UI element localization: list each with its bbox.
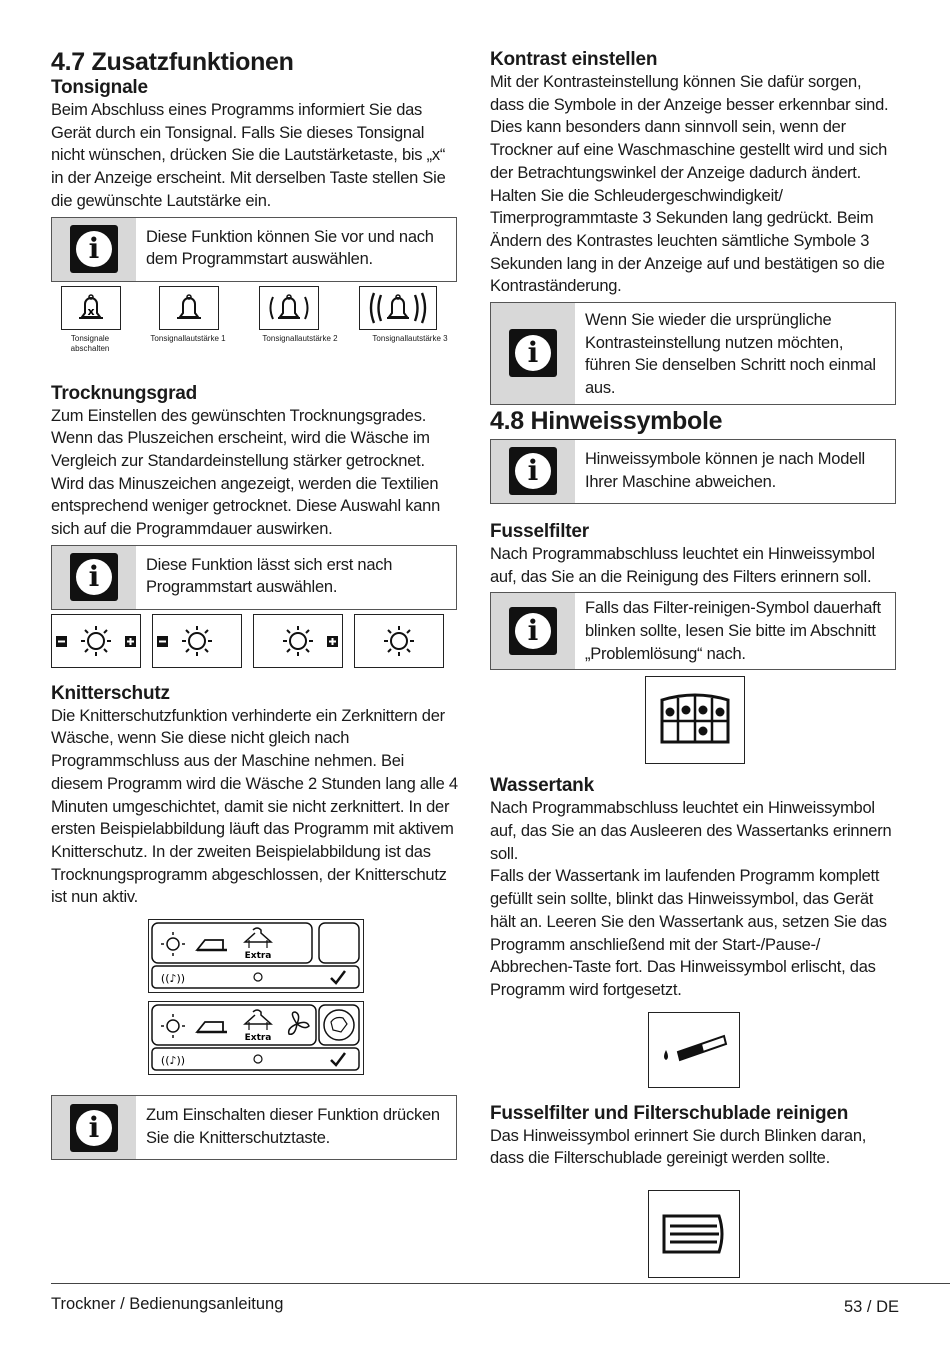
heading-fusselfilter: Fusselfilter <box>490 520 589 542</box>
svg-text:Extra: Extra <box>244 1033 272 1044</box>
dryness-level-symbols <box>51 614 461 668</box>
right-column <box>490 48 900 1278</box>
footer-page-number: 53 / DE <box>843 1298 899 1316</box>
info-note-fusselfilter <box>490 592 896 670</box>
symbol-caption: Tonsignallautstärke 2 <box>262 333 338 343</box>
water-tank-symbol <box>648 1012 740 1088</box>
dryness-minus-plus-symbol <box>51 614 141 668</box>
svg-text:Extra: Extra <box>244 951 272 962</box>
wassertank-body: Nach Programmabschluss leuchtet ein Hinweissymbol auf, das Sie an das Ausleeren des Wassertanks erinnern soll. Falls der Wassertank im laufenden Programm komplett gefüllt sein sollte, blinkt das Hinweissymbol, das Gerät hält an. Leeren Sie den Wassertank aus, setzen Sie das Programm anschließend mit der Start-/Pause-/ Abbrechen-Taste fort. Das Hinweissymbol erlischt, das Programm wird fortgesetzt. <box>490 799 892 999</box>
heading-knitterschutz: Knitterschutz <box>51 682 170 704</box>
sun-minus-plus-icon <box>54 624 138 658</box>
heading-trocknungsgrad: Trocknungsgrad <box>51 382 198 404</box>
symbol-caption: Tonsignallautstärke 3 <box>372 333 448 343</box>
info-icon: i <box>70 225 118 273</box>
left-column <box>51 48 461 1160</box>
filter-drawer-symbol <box>648 1190 740 1278</box>
knitterschutz-body: Die Knitterschutzfunktion verhinderte ein Zerknittern der Wäsche, wenn Sie diese nicht gleich nach Programmschluss aus der Maschine nehmen. Bei diesem Programm wird die Wäsche 2 Stunden lang alle 4 Minuten umgeschichtet, damit sie nicht zerknittert. In der ersten Beispielabbildung läuft das Programm mit aktivem Knitterschutz. In der zweiten Beispielabbildung ist das Trocknungsprogramm abgeschlossen, der Knitterschutz ist nun aktiv. <box>51 706 458 907</box>
section-title-4-7: 4.7 Zusatzfunktionen <box>51 48 294 76</box>
symbol-caption: Tonsignallautstärke 1 <box>150 333 226 343</box>
tonsignale-body: Beim Abschluss eines Programms informiert Sie das Gerät durch ein Tonsignal. Falls Sie dieses Tonsignal nicht wünschen, drücken Sie die Lautstärketaste, bis „x“ in der Anzeige erscheint. Mit derselben Taste stellen Sie die gewünschte Lautstärke ein. <box>51 101 446 210</box>
bell-icon <box>169 291 209 325</box>
note-text: Zum Einschalten dieser Funktion drücken Sie die Knitterschutztaste. <box>146 1106 440 1147</box>
trocknungsgrad-body: Zum Einstellen des gewünschten Trocknungsgrades. Wenn das Pluszeichen erscheint, wird die Wäsche im Vergleich zur Standardeinstellung stärker getrocknet. Wird das Minuszeichen angezeigt, werden die Textilien entsprechend weniger getrocknet. Diese Auswahl kann sich auf die Programmdauer auswirken. <box>51 406 440 539</box>
lint-filter-icon <box>658 692 732 748</box>
svg-text:((♪)): ((♪)) <box>160 972 186 986</box>
info-note-knitterschutz <box>51 1095 457 1160</box>
info-note-kontrast <box>490 302 896 405</box>
note-text: Wenn Sie wieder die ursprüngliche Kontrasteinstellung nutzen möchten, führen Sie denselben Schritt noch einmal aus. <box>585 311 876 398</box>
display-panel-running-icon <box>149 920 363 992</box>
filterschublade-body: Das Hinweissymbol erinnert Sie durch Blinken daran, dass die Filterschublade gereinigt werden sollte. <box>490 1126 867 1168</box>
symbol-caption: Tonsignale abschalten <box>70 333 110 353</box>
heading-wassertank: Wassertank <box>490 775 594 797</box>
note-text: Falls das Filter-reinigen-Symbol dauerhaft blinken sollte, lesen Sie bitte im Abschnitt „Problemlösung“ nach. <box>585 599 881 663</box>
footer-document-title: Trockner / Bedienungsanleitung <box>51 1295 284 1313</box>
fusselfilter-body: Nach Programmabschluss leuchtet ein Hinweissymbol auf, das Sie an die Reinigung des Filters erinnern soll. <box>490 544 875 586</box>
dryness-plus-symbol <box>253 614 343 668</box>
water-tank-icon <box>658 1030 730 1070</box>
filter-drawer-icon <box>661 1212 727 1256</box>
heading-filterschublade: Fusselfilter und Filterschublade reinigen <box>490 1102 849 1124</box>
bell-level-2-icon <box>262 291 316 325</box>
dryness-standard-symbol <box>354 614 444 668</box>
bell-level-3-icon <box>362 289 434 327</box>
svg-text:((♪)): ((♪)) <box>160 1054 186 1068</box>
footer-divider <box>51 1283 950 1284</box>
info-icon: i <box>70 1104 118 1152</box>
svg-text:x: x <box>87 304 95 318</box>
dryness-minus-symbol <box>152 614 242 668</box>
note-text: Diese Funktion können Sie vor und nach dem Programmstart auswählen. <box>146 227 434 269</box>
info-icon: i <box>70 553 118 601</box>
note-text: Hinweissymbole können je nach Modell Ihrer Maschine abweichen. <box>585 449 865 491</box>
info-note-trocknungsgrad <box>51 545 457 610</box>
bell-muted-icon <box>71 291 111 325</box>
kontrast-body: Mit der Kontrasteinstellung können Sie dafür sorgen, dass die Symbole in der Anzeige besser erkennbar sind. Dies kann besonders dann sinnvoll sein, wenn der Trockner auf eine Waschmaschine gestellt wird und sich der Betrachtungswinkel der Anzeige dadurch ändert. Halten Sie die Schleudergeschwindigkeit/ Timerprogrammtaste 3 Sekunden lang gedrückt. Beim Ändern des Kontrastes leuchten sämtliche Symbole 3 Sekunden lang in der Anzeige auf und bestätigen so die Kontraständerung. <box>490 73 889 296</box>
heading-kontrast: Kontrast einstellen <box>490 49 658 70</box>
display-panel-finished-icon <box>149 1002 363 1074</box>
heading-tonsignale: Tonsignale <box>51 77 148 98</box>
info-note-hinweissymbole <box>490 439 896 504</box>
info-icon: i <box>509 329 557 377</box>
display-example-2 <box>148 1001 364 1075</box>
info-icon: i <box>509 607 557 655</box>
section-title-4-8: 4.8 Hinweissymbole <box>490 406 723 435</box>
bell-symbols-row <box>51 286 461 354</box>
info-icon: i <box>509 447 557 495</box>
sun-minus-icon <box>155 624 239 658</box>
display-example-1 <box>148 919 364 993</box>
note-text: Diese Funktion lässt sich erst nach Programmstart auswählen. <box>146 555 393 597</box>
info-note-tonsignale <box>51 217 457 282</box>
lint-filter-symbol <box>645 676 745 764</box>
sun-plus-icon <box>256 624 340 658</box>
sun-icon <box>357 624 441 658</box>
